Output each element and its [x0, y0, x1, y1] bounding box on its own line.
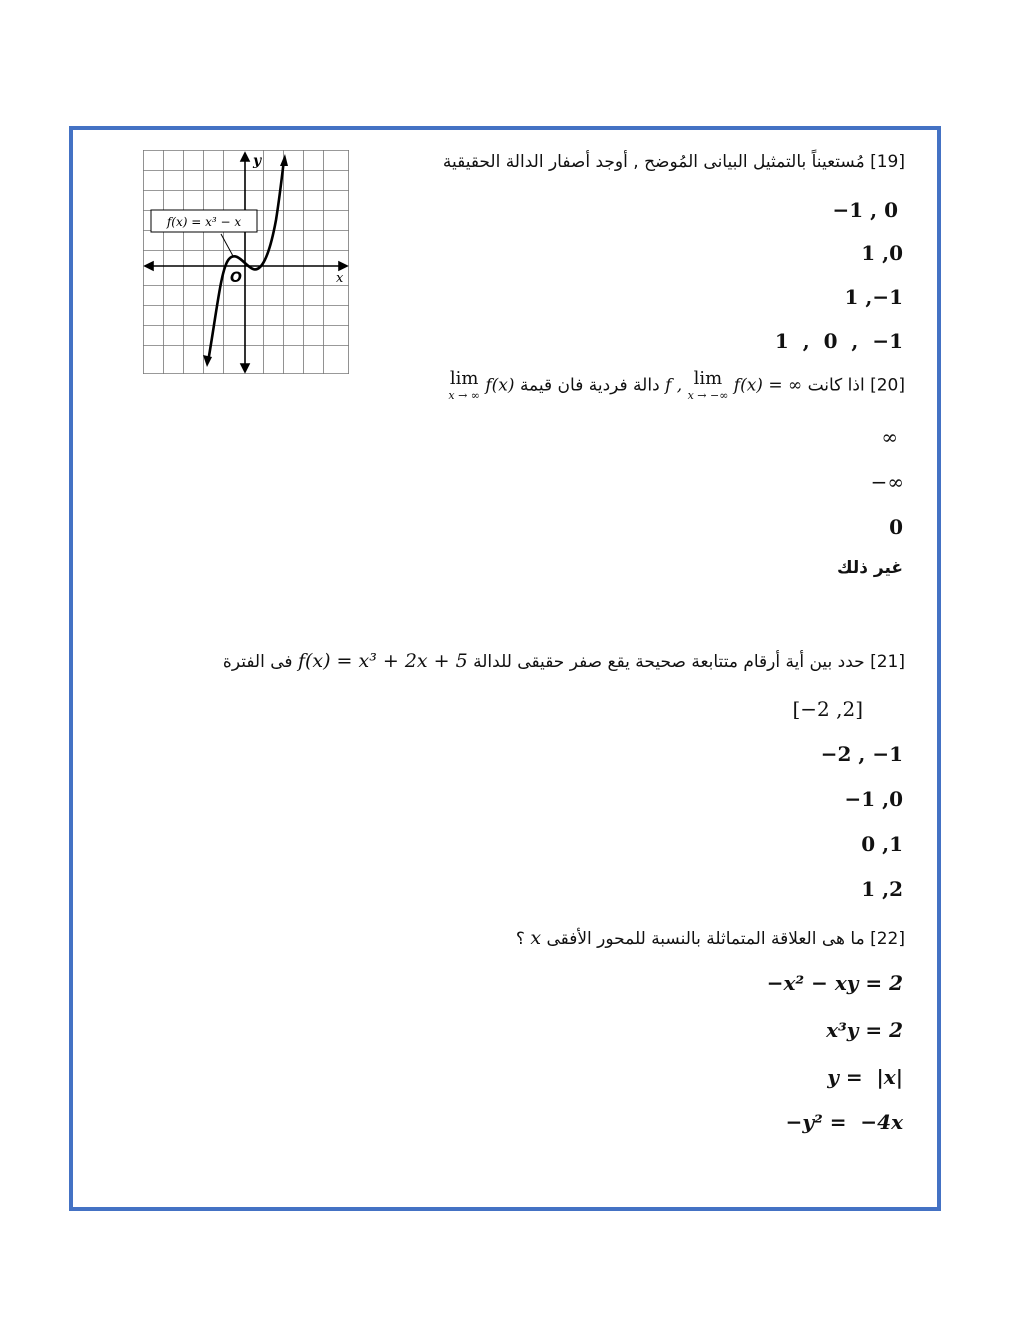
y-axis-arrow-up: [241, 153, 249, 161]
find-limit: [448, 370, 514, 401]
y-axis-label: y: [253, 153, 262, 169]
lim-find: lim x → ∞: [448, 368, 480, 402]
option-19-a[interactable]: −1 , 0: [832, 198, 898, 222]
lim-given: lim x → −∞: [687, 368, 729, 402]
x-axis-label: x: [336, 271, 344, 286]
option-21-b[interactable]: −1 ,0: [844, 787, 903, 811]
x-axis-arrow-right: [339, 262, 347, 270]
question-number: [21]: [870, 652, 905, 672]
option-20-a[interactable]: ∞: [881, 425, 898, 449]
question-22: [516, 927, 905, 949]
question-21: [223, 650, 905, 672]
option-21-d[interactable]: 1 ,2: [861, 877, 903, 901]
fx: f(x): [733, 375, 763, 396]
grid: [143, 150, 349, 374]
option-19-c[interactable]: 1 ,−1: [844, 285, 903, 309]
option-19-b[interactable]: 1 ,0: [861, 241, 903, 265]
axis-symbol: x: [530, 927, 542, 949]
question-20: [448, 370, 905, 401]
option-22-d[interactable]: −y² = −4x: [785, 1110, 903, 1134]
interval: [−2 ,2]: [792, 697, 863, 721]
option-22-c[interactable]: y = |x|: [827, 1065, 903, 1089]
function-label: f(x) = x³ − x: [166, 215, 242, 229]
option-20-c[interactable]: 0: [889, 515, 903, 539]
text-interval: فى الفترة: [222, 652, 293, 672]
curve-arrow-top: [280, 154, 288, 166]
y-axis-arrow-down: [241, 364, 249, 372]
function: f(x) = x³ + 2x + 5: [297, 650, 468, 672]
option-21-a[interactable]: −2 , −1: [820, 742, 903, 766]
option-20-d[interactable]: غير ذلك: [837, 558, 903, 578]
question-number: [19]: [870, 152, 905, 172]
f-symbol: f ,: [665, 375, 683, 396]
origin-label: O: [230, 270, 242, 286]
option-19-d[interactable]: 1 , 0 , −1: [774, 329, 903, 353]
text-odd: دالة فردية فان قيمة: [519, 375, 660, 396]
fx: f(x): [485, 375, 515, 396]
x-axis-arrow-left: [145, 262, 153, 270]
curve-arrow-bottom: [203, 355, 212, 367]
question-mark: ؟: [515, 929, 525, 949]
option-20-b[interactable]: −∞: [870, 470, 904, 494]
option-22-b[interactable]: x³y = 2: [826, 1018, 903, 1042]
eq-inf: = ∞: [768, 375, 803, 396]
question-text: حدد بين أية أرقام متتابعة صحيحة يقع صفر حقيقى للدالة: [473, 652, 865, 672]
question-19: [443, 152, 905, 172]
cubic-graph: [143, 150, 349, 374]
question-text: مُستعيناً بالتمثيل البيانى المُوضح , أوجد أصفار الدالة الحقيقية: [442, 152, 865, 172]
question-number: [20]: [870, 375, 905, 396]
text-if: اذا كانت: [807, 375, 865, 396]
option-22-a[interactable]: −x² − xy = 2: [766, 971, 903, 995]
given-limit: [688, 370, 803, 401]
option-21-c[interactable]: 0 ,1: [861, 832, 903, 856]
question-text: ما هى العلاقة المتماثلة بالنسبة للمحور الأفقى: [546, 929, 865, 949]
question-number: [22]: [870, 929, 905, 949]
